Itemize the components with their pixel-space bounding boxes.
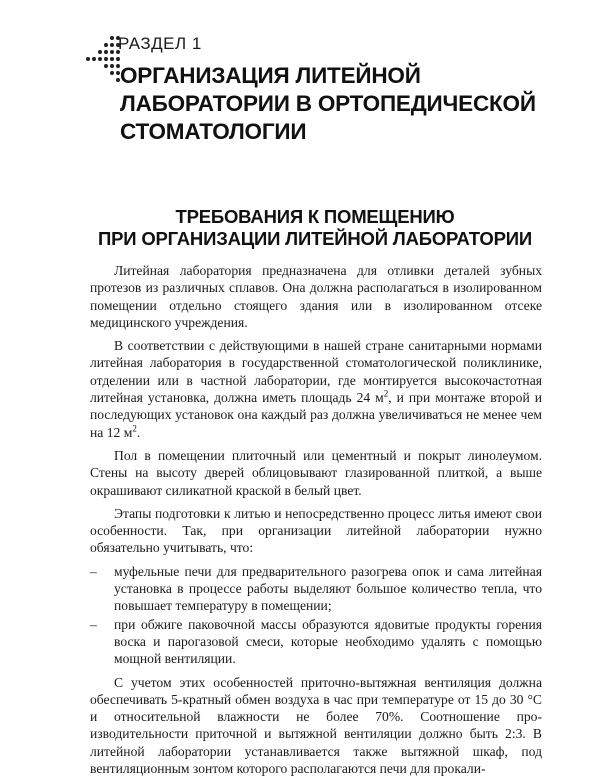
chapter-title-line: СТОМАТОЛОГИИ (120, 119, 307, 144)
dot (92, 57, 96, 61)
paragraph: Литейная лаборатория предназначена для отливки деталей зубных протезов из различных сплавов. Она должна располагаться в изолированном помещении отдельно стоящего здания или в изолированном отсеке медицинского учреждения. (90, 263, 542, 330)
list-item-text: муфельные печи для предварительного разогрева опок и сама литейная установка в процессе работы выделяют большое количество тепла, что повышает температуру в помещении; (114, 563, 542, 614)
list-item (90, 616, 542, 668)
paragraph-text: В соответствии с действующими в нашей стране санитарными нормами литейная лаборатория в государственной стоматологической поликлинике, отделении или в частной лаборатории, где монтируется высокочастотная литейная установка, должна иметь площадь 24 м (90, 338, 542, 406)
paragraph-text: . (136, 424, 141, 440)
dot (104, 64, 108, 68)
dot (110, 71, 114, 75)
dot (98, 57, 102, 61)
dot (110, 50, 114, 54)
dot (116, 57, 120, 61)
paragraph (90, 337, 542, 441)
dash-marker: – (90, 563, 97, 579)
subsection-title-line: ПРИ ОРГАНИЗАЦИИ ЛИТЕЙНОЙ ЛАБОРАТОРИИ (98, 228, 532, 249)
dot (86, 57, 90, 61)
subsection-title (90, 206, 540, 250)
section-label: РАЗДЕЛ 1 (118, 34, 202, 53)
dot (110, 43, 114, 47)
body-text (90, 262, 542, 777)
list-item-text: при обжиге паковочной массы образуются ядовитые продукты горения воска и парогазовой смеси, которые необходимо удалять с помощью мощной вентиляции. (114, 616, 542, 667)
dot (104, 50, 108, 54)
dot (104, 57, 108, 61)
dot-grid-icon (84, 36, 118, 82)
dot (98, 50, 102, 54)
chapter-title (120, 62, 560, 146)
paragraph: С учетом этих особенностей приточно-вытяжная вентиляция должна обеспечивать 5-кратный обмен воздуха в час при температуре от 15 до 30 °С и относительной влажности не более 70%. Соотношение производительности приточной и вытяжной вентиляции должно быть 2:3. В литейной лаборатории устанавливается также вытяжной шкаф, под вентиляционным зонтом которого располагаются печи для прокали- (90, 674, 542, 777)
dot (110, 36, 114, 40)
dot (104, 43, 108, 47)
chapter-title-line: ОРГАНИЗАЦИЯ ЛИТЕЙНОЙ (120, 63, 421, 88)
superscript: 2 (383, 388, 389, 399)
paragraph: Пол в помещении плиточный или цементный и покрыт линолеумом. Стены на высоту дверей облицовывают глазированной плиткой, а выше окрашивают силикатной краской в белый цвет. (90, 447, 542, 498)
paragraph-text: , и при монтаже второй и последующих установок она каждый раз должна увеличиваться не менее чем на 12 м (90, 390, 542, 440)
dot (110, 64, 114, 68)
list-item (90, 563, 542, 615)
dash-marker: – (90, 616, 97, 632)
chapter-title-line: ЛАБОРАТОРИИ В ОРТОПЕДИЧЕСКОЙ (120, 91, 536, 116)
paragraph: Этапы подготовки к литью и непосредственно процесс литья имеют свои особенности. Так, при организации литейной лаборатории нужно обязательно учитывать, что: (90, 505, 542, 556)
dot (110, 57, 114, 61)
bullet-list (90, 563, 542, 668)
superscript: 2 (132, 423, 137, 434)
subsection-title-line: ТРЕБОВАНИЯ К ПОМЕЩЕНИЮ (175, 206, 455, 227)
